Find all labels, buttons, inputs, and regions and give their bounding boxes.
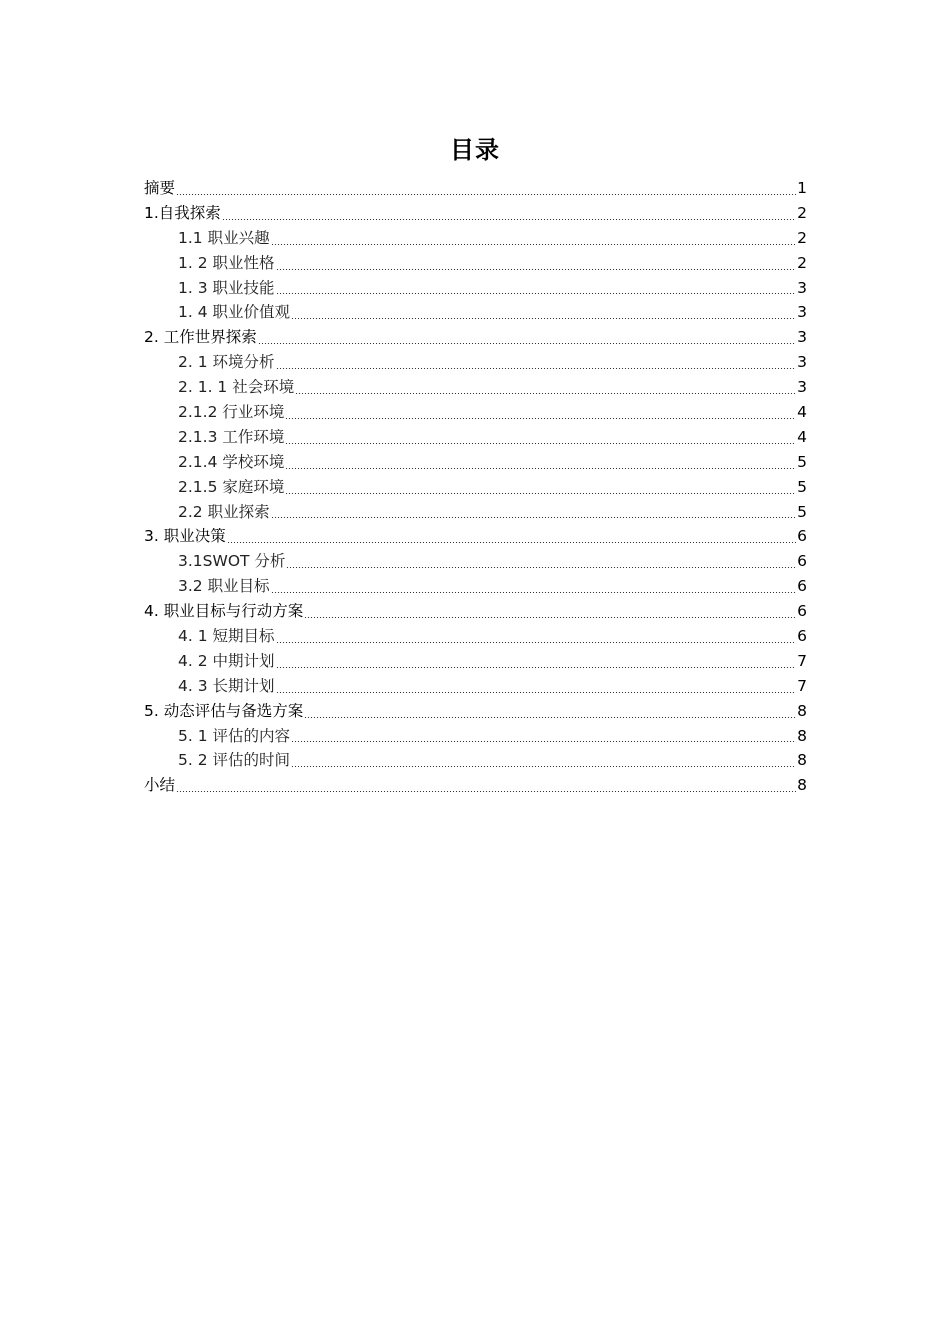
toc-page-number: 8: [797, 701, 807, 720]
toc-page-number: 5: [797, 502, 807, 521]
toc-entry-label: 2.1.4 学校环境: [178, 452, 285, 471]
toc-page-number: 7: [797, 651, 807, 670]
toc-entry-label: 2.1.3 工作环境: [178, 427, 285, 446]
toc-page-number: 6: [797, 527, 807, 546]
toc-page-number: 4: [797, 403, 807, 422]
toc-entry[interactable]: [144, 549, 807, 574]
toc-entry-label: 2.1.5 家庭环境: [178, 477, 285, 496]
toc-entry-label: 3. 职业决策: [144, 527, 226, 546]
toc-page-number: 3: [797, 353, 807, 372]
toc-dot-leader: [276, 293, 797, 294]
toc-page-number: 6: [797, 627, 807, 646]
toc-entry-label: 4. 2 中期计划: [178, 651, 275, 670]
toc-entry[interactable]: [144, 251, 807, 276]
toc-entry[interactable]: [144, 674, 807, 699]
toc-dot-leader: [227, 542, 796, 543]
toc-page-number: 3: [797, 328, 807, 347]
toc-entry[interactable]: [144, 276, 807, 301]
toc-dot-leader: [291, 766, 796, 767]
toc-entry-label: 5. 1 评估的内容: [178, 726, 291, 745]
toc-entry-label: 5. 2 评估的时间: [178, 751, 291, 770]
toc-page-number: 3: [797, 378, 807, 397]
toc-entry-label: 5. 动态评估与备选方案: [144, 701, 304, 720]
toc-dot-leader: [285, 468, 796, 469]
toc-page-number: 3: [797, 278, 807, 297]
toc-entry-label: 4. 3 长期计划: [178, 676, 275, 695]
toc-page-number: 3: [797, 303, 807, 322]
toc-page-number: 5: [797, 477, 807, 496]
toc-entry[interactable]: [144, 176, 807, 201]
toc-dot-leader: [276, 368, 797, 369]
toc-dot-leader: [222, 219, 796, 220]
toc-dot-leader: [304, 617, 796, 618]
toc-page-number: 2: [797, 228, 807, 247]
toc-dot-leader: [286, 567, 796, 568]
toc-entry[interactable]: [144, 201, 807, 226]
toc-dot-leader: [276, 667, 797, 668]
toc-dot-leader: [276, 269, 797, 270]
toc-entry-label: 3.1SWOT 分析: [178, 552, 286, 571]
toc-dot-leader: [291, 741, 796, 742]
toc-entry-label: 2.1.2 行业环境: [178, 403, 285, 422]
toc-entry-label: 1. 4 职业价值观: [178, 303, 291, 322]
toc-entry[interactable]: [144, 500, 807, 525]
toc-dot-leader: [304, 717, 796, 718]
toc-entry[interactable]: [144, 748, 807, 773]
toc-entry[interactable]: [144, 524, 807, 549]
toc-dot-leader: [271, 517, 797, 518]
toc-dot-leader: [271, 592, 797, 593]
toc-page-number: 6: [797, 602, 807, 621]
toc-dot-leader: [285, 418, 796, 419]
toc-entry-label: 4. 1 短期目标: [178, 627, 275, 646]
toc-entry-label: 1.1 职业兴趣: [178, 228, 270, 247]
toc-entry-label: 3.2 职业目标: [178, 577, 270, 596]
toc-entry-label: 2.2 职业探索: [178, 502, 270, 521]
toc-entry[interactable]: [144, 300, 807, 325]
toc-entry-label: 2. 1. 1 社会环境: [178, 378, 295, 397]
toc-page-number: 6: [797, 577, 807, 596]
toc-dot-leader: [285, 443, 796, 444]
table-of-contents: [144, 176, 807, 798]
toc-entry-label: 2. 工作世界探索: [144, 328, 257, 347]
toc-dot-leader: [291, 318, 796, 319]
toc-entry-label: 小结: [144, 776, 176, 795]
toc-dot-leader: [258, 343, 796, 344]
toc-entry[interactable]: [144, 226, 807, 251]
toc-entry[interactable]: [144, 699, 807, 724]
toc-entry-label: 1. 3 职业技能: [178, 278, 275, 297]
toc-page-number: 2: [797, 203, 807, 222]
toc-entry[interactable]: [144, 450, 807, 475]
toc-entry[interactable]: [144, 425, 807, 450]
toc-entry-label: 1.自我探索: [144, 203, 221, 222]
toc-entry[interactable]: [144, 475, 807, 500]
toc-entry-label: 2. 1 环境分析: [178, 353, 275, 372]
toc-dot-leader: [276, 642, 797, 643]
toc-dot-leader: [271, 244, 797, 245]
toc-dot-leader: [276, 692, 797, 693]
toc-entry-label: 摘要: [144, 179, 176, 197]
toc-page-number: 7: [797, 676, 807, 695]
toc-entry[interactable]: [144, 574, 807, 599]
toc-page-number: 6: [797, 552, 807, 571]
toc-page-number: 8: [797, 751, 807, 770]
toc-page-number: 5: [797, 452, 807, 471]
toc-entry[interactable]: [144, 724, 807, 749]
toc-dot-leader: [176, 194, 796, 195]
toc-entry[interactable]: [144, 350, 807, 375]
toc-page-number: 8: [797, 726, 807, 745]
toc-dot-leader: [176, 791, 796, 792]
toc-entry[interactable]: [144, 325, 807, 350]
toc-page-number: 4: [797, 427, 807, 446]
toc-dot-leader: [285, 493, 796, 494]
toc-page-number: 8: [797, 776, 807, 795]
toc-entry[interactable]: [144, 773, 807, 798]
toc-page-number: 2: [797, 253, 807, 272]
toc-dot-leader: [295, 393, 796, 394]
toc-entry[interactable]: [144, 599, 807, 624]
toc-entry-label: 1. 2 职业性格: [178, 253, 275, 272]
toc-entry[interactable]: [144, 400, 807, 425]
toc-entry-label: 4. 职业目标与行动方案: [144, 602, 304, 621]
toc-page-number: 1: [797, 179, 807, 197]
toc-entry[interactable]: [144, 624, 807, 649]
toc-entry[interactable]: [144, 375, 807, 400]
toc-title: 目录: [450, 136, 500, 164]
toc-entry[interactable]: [144, 649, 807, 674]
